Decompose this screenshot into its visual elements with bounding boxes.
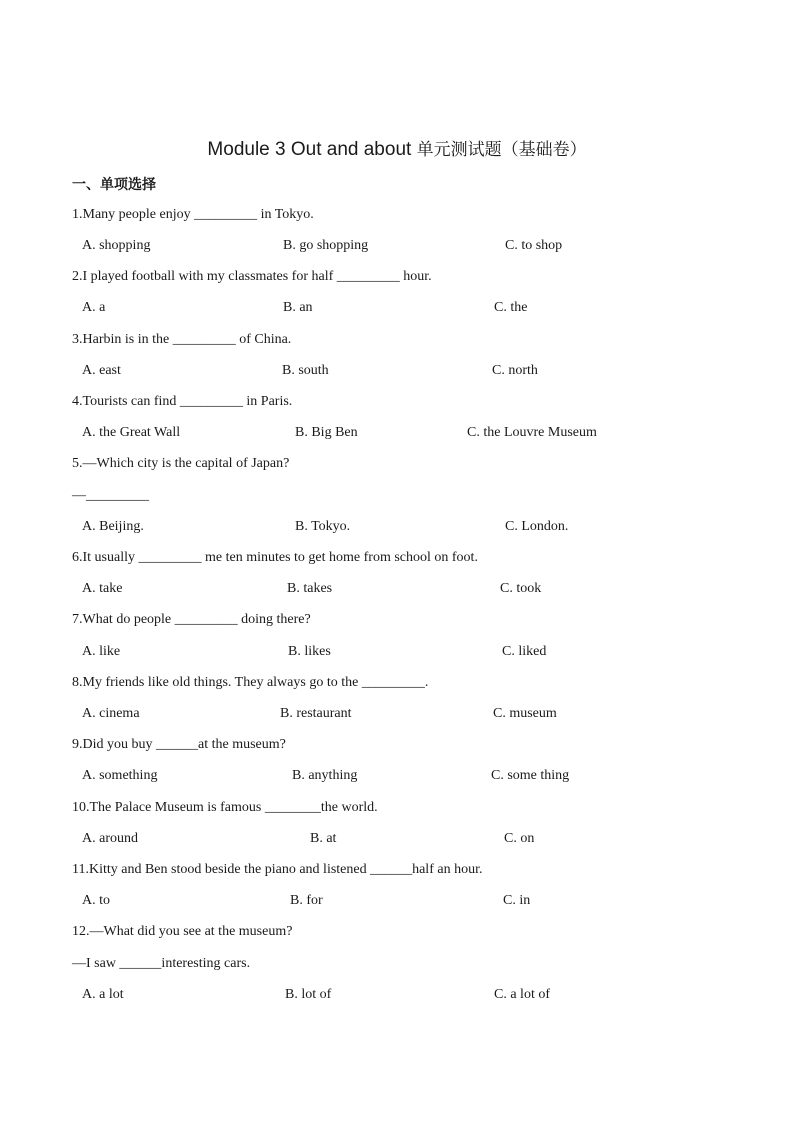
q9-option-b: B. anything bbox=[292, 768, 358, 783]
question-4: 4.Tourists can find _________ in Paris. bbox=[72, 394, 293, 409]
q8-option-c: C. museum bbox=[493, 706, 557, 721]
q5-option-a: A. Beijing. bbox=[82, 519, 144, 534]
question-11: 11.Kitty and Ben stood beside the piano and listened ______half an hour. bbox=[72, 862, 483, 877]
q4-option-b: B. Big Ben bbox=[295, 425, 358, 440]
q11-option-b: B. for bbox=[290, 893, 323, 908]
q6-option-b: B. takes bbox=[287, 581, 333, 596]
question-6: 6.It usually _________ me ten minutes to get home from school on foot. bbox=[72, 550, 478, 565]
q7-option-c: C. liked bbox=[502, 644, 547, 659]
q3-option-c: C. north bbox=[492, 363, 538, 378]
q10-option-a: A. around bbox=[82, 831, 138, 846]
q9-option-a: A. something bbox=[82, 768, 158, 783]
q6-option-c: C. took bbox=[500, 581, 542, 596]
q3-option-a: A. east bbox=[82, 363, 121, 378]
question-1: 1.Many people enjoy _________ in Tokyo. bbox=[72, 207, 314, 222]
title-main: Module 3 Out and about bbox=[207, 139, 412, 160]
q10-option-b: B. at bbox=[310, 831, 337, 846]
q4-option-a: A. the Great Wall bbox=[82, 425, 181, 440]
q8-option-a: A. cinema bbox=[82, 706, 140, 721]
q1-option-a: A. shopping bbox=[82, 238, 151, 253]
q11-option-a: A. to bbox=[82, 893, 110, 908]
question-5-answer-line: —_________ bbox=[72, 488, 149, 503]
q11-option-c: C. in bbox=[503, 893, 531, 908]
q1-option-b: B. go shopping bbox=[283, 238, 369, 253]
q7-option-b: B. likes bbox=[288, 644, 331, 659]
q9-option-c: C. some thing bbox=[491, 768, 570, 783]
question-12-answer-line: —I saw ______interesting cars. bbox=[72, 956, 251, 971]
title-cn: 单元测试题（基础卷） bbox=[416, 140, 587, 160]
question-3: 3.Harbin is in the _________ of China. bbox=[72, 332, 292, 347]
q10-option-c: C. on bbox=[504, 831, 535, 846]
q5-option-b: B. Tokyo. bbox=[295, 519, 351, 534]
question-12: 12.—What did you see at the museum? bbox=[72, 924, 293, 939]
question-2: 2.I played football with my classmates for half _________ hour. bbox=[72, 269, 432, 284]
q12-option-b: B. lot of bbox=[285, 987, 332, 1002]
q12-option-c: C. a lot of bbox=[494, 987, 550, 1002]
q4-option-c: C. the Louvre Museum bbox=[467, 425, 597, 440]
q2-option-c: C. the bbox=[494, 300, 528, 315]
q12-option-a: A. a lot bbox=[82, 987, 124, 1002]
q1-option-c: C. to shop bbox=[505, 238, 563, 253]
section-heading: 一、单项选择 bbox=[72, 177, 156, 193]
question-9: 9.Did you buy ______at the museum? bbox=[72, 737, 286, 752]
q6-option-a: A. take bbox=[82, 581, 123, 596]
q5-option-c: C. London. bbox=[505, 519, 569, 534]
q2-option-a: A. a bbox=[82, 300, 106, 315]
q8-option-b: B. restaurant bbox=[280, 706, 352, 721]
question-7: 7.What do people _________ doing there? bbox=[72, 612, 311, 627]
q3-option-b: B. south bbox=[282, 363, 329, 378]
page-title bbox=[0, 135, 794, 161]
q2-option-b: B. an bbox=[283, 300, 313, 315]
question-10: 10.The Palace Museum is famous ________the world. bbox=[72, 800, 378, 815]
question-8: 8.My friends like old things. They always go to the _________. bbox=[72, 675, 429, 690]
question-5: 5.—Which city is the capital of Japan? bbox=[72, 456, 290, 471]
q7-option-a: A. like bbox=[82, 644, 121, 659]
